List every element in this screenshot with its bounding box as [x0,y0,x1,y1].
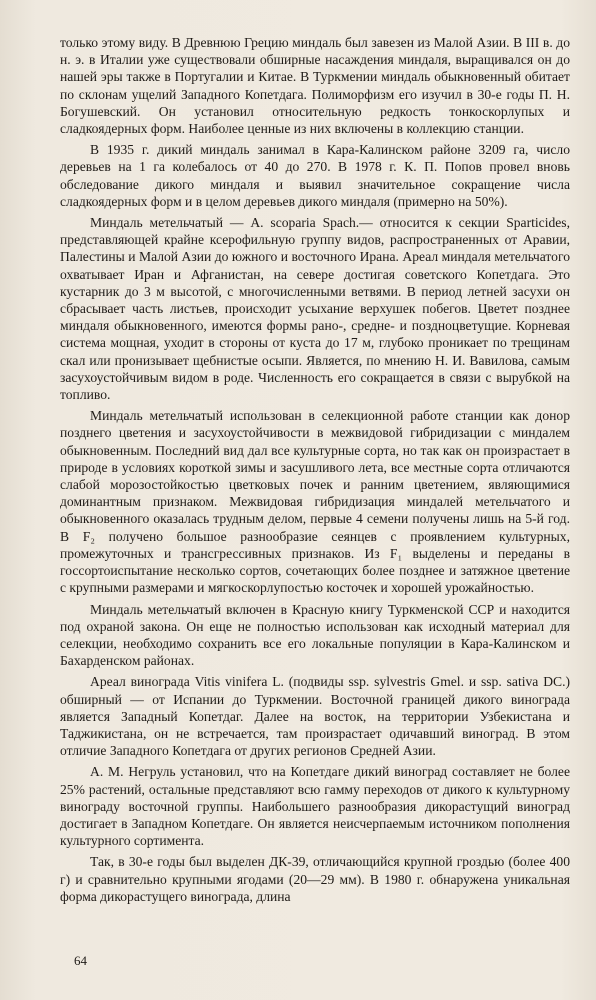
paragraph-5: Миндаль метельчатый включен в Красную книгу Туркменской ССР и находится под охраной закона. Он еще не полностью использован как исходный материал для селекции, необходимо сохранить все его локальные популяции в Кара-Калинском и Бахарденском районах. [60,601,570,669]
paragraph-1: только этому виду. В Древнюю Грецию миндаль был завезен из Малой Азии. В III в. до н. э. в Италии уже существовали обширные насаждения миндаля, выращивался он до нашей эры также в Португалии и Китае. В Туркмении миндаль обыкновенный обитает по склонам ущелий Западного Копетдага. Полиморфизм его изучил в 30-е годы П. Н. Богушевский. Он установил относительную редкость тонкоскорлупых и сладкоядерных форм. Наиболее ценные из них включены в коллекцию станции. [60,35,570,137]
body-text [60,34,570,905]
paragraph-4: Миндаль метельчатый использован в селекционной работе станции как донор позднего цветения и засухоустойчивости в межвидовой гибридизации с миндалем обыкновенным. Последний вид дал все культурные сорта, но так как он произрастает в природе в условиях короткой зимы и засушливого лета, все местные сорта отличаются слабой морозостойкостью цветковых почек и ранним цветением, являющимися доминантным признаком. Межвидовая гибридизация миндалей метельчатого и обыкновенного оказалась трудным делом, первые 4 семени получены лишь на 5-й год. В F₂ получено большое разнообразие сеянцев с проявлением культурных, промежуточных и трансгрессивных признаков. Из F₁ выделены и переданы в госсортоиспытание несколько сортов, сочетающих более позднее и затяжное цветение с крупными размерами и мягкоскорлупостью косточек и хорошей урожайностью. [60,408,570,596]
page-number: 64 [74,953,87,968]
paragraph-6: Ареал винограда Vitis vinifera L. (подвиды ssp. sylvestris Gmel. и ssp. sativa DC.) обширный — от Испании до Туркмении. Восточной границей дикого винограда является Западный Копетдаг. Далее на восток, на территории Узбекистана и Таджикистана, он не встречается, там произрастает одичавший виноград. В этом отличие Западного Копетдага от других регионов Средней Азии. [60,674,570,759]
paragraph-7: А. М. Негруль установил, что на Копетдаге дикий виноград составляет не более 25% растений, остальные представляют всю гамму переходов от дикого к культурному винограду восточной группы. Наибольшего разнообразия дикорастущий виноград достигает в Западном Копетдаге. Он является неисчерпаемым источником пополнения культурного сортимента. [60,764,570,849]
paragraph-3: Миндаль метельчатый — A. scoparia Spach.— относится к секции Sparticides, представляющей крайне ксерофильную группу видов, распространенных от Аравии, Палестины и Малой Азии до южного и восточного Ирана. Ареал миндаля метельчатого охватывает Иран и Афганистан, на севере достигая советского Копетдага. Это кустарник до 3 м высотой, с многочисленными ветвями. В период летней засухи он сбрасывает часть листьев, происходит усыхание верхушек побегов. Цветет позднее миндаля обыкновенного, имеются формы рано-, средне- и поздноцветущие. Корневая система мощная, уходит в стороны от куста до 17 м, глубоко проникает по трещинам скал или пронизывает щебнистые осыпи. Является, по мнению Н. И. Вавилова, самым засухоустойчивым видом в роде. Численность его сокращается в связи с вырубкой на топливо. [60,215,570,403]
paragraph-2: В 1935 г. дикий миндаль занимал в Кара-Калинском районе 3209 га, число деревьев на 1 га колебалось от 40 до 270. В 1978 г. К. П. Попов провел вновь обследование дикого миндаля и выявил значительное сокращение числа сладкоядерных форм и в целом деревьев дикого миндаля (примерно на 50%). [60,142,570,209]
paragraph-8: Так, в 30-е годы был выделен ДК-39, отличающийся крупной гроздью (более 400 г) и сравнительно крупными ягодами (20—29 мм). В 1980 г. обнаружена уникальная форма дикорастущего винограда, длина [60,854,570,904]
